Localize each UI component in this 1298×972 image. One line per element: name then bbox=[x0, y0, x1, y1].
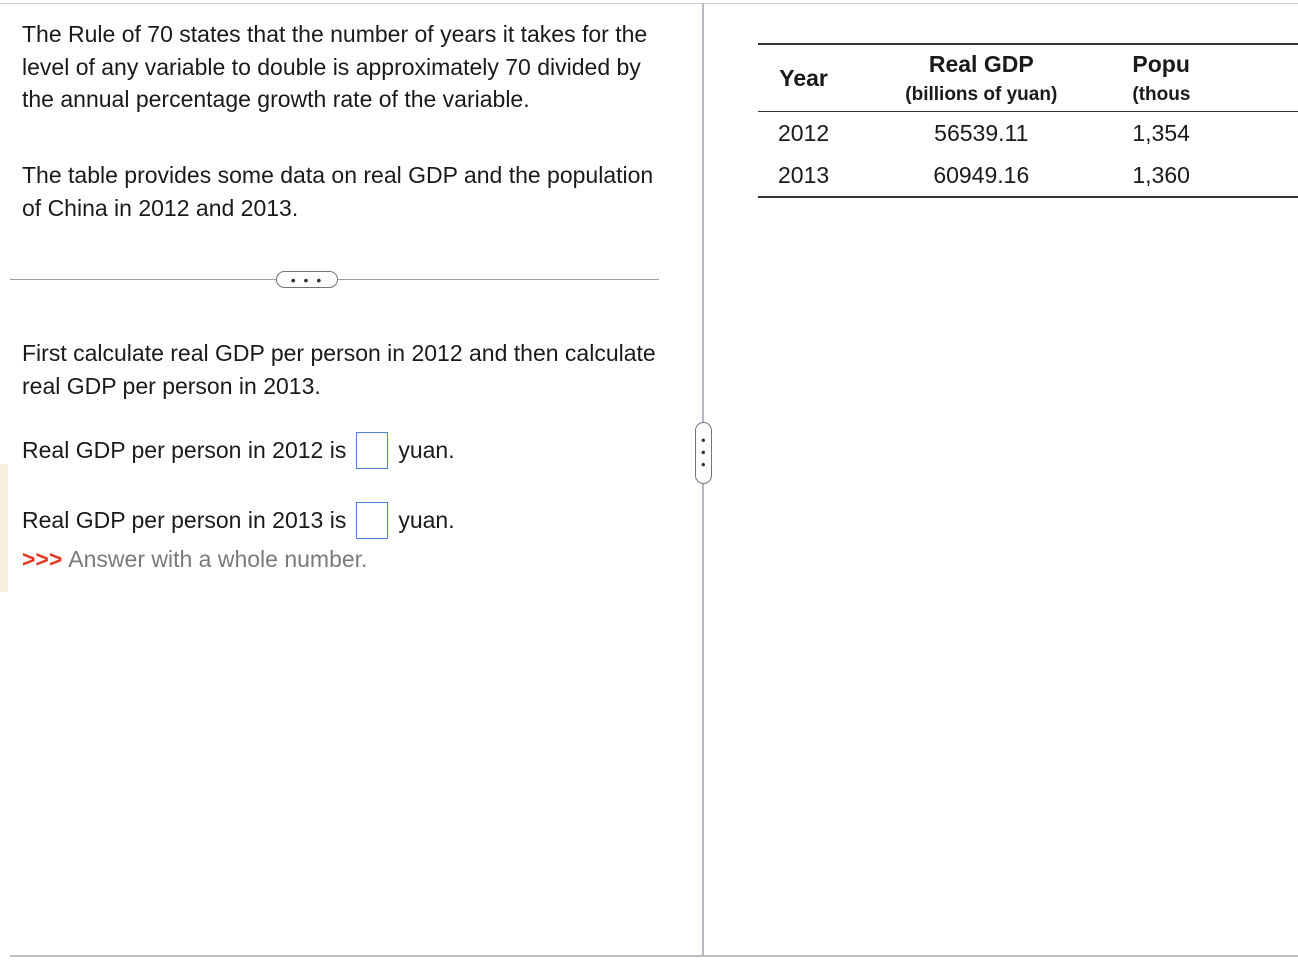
vertical-ellipsis-icon: • • • bbox=[696, 437, 711, 469]
gdp-per-person-2013-input[interactable] bbox=[356, 502, 388, 539]
header-population bbox=[1113, 44, 1298, 112]
instruction-text: First calculate real GDP per person in 2012 and then calculate real GDP per person in 2013. bbox=[22, 340, 656, 399]
cell-population: 1,354 bbox=[1132, 119, 1190, 146]
answer-2013-label: Real GDP per person in 2013 is bbox=[22, 506, 347, 533]
hint-arrows-icon: >>> bbox=[22, 546, 63, 572]
header-year-label: Year bbox=[779, 64, 828, 91]
cell-gdp: 60949.16 bbox=[849, 154, 1113, 197]
table-row bbox=[758, 154, 1298, 197]
gdp-population-table bbox=[758, 43, 1298, 198]
answer-2013-unit: yuan. bbox=[398, 506, 455, 533]
table-row bbox=[758, 112, 1298, 155]
cell-population: 1,360 bbox=[1113, 154, 1298, 197]
answer-row-2012 bbox=[22, 430, 455, 470]
bottom-border bbox=[10, 955, 1298, 957]
header-gdp-label: Real GDP bbox=[928, 50, 1034, 77]
answer-2012-label: Real GDP per person in 2012 is bbox=[22, 436, 347, 463]
cell-gdp: 56539.11 bbox=[934, 119, 1029, 146]
header-pop-unit: (thous bbox=[1132, 83, 1191, 105]
header-gdp-unit: (billions of yuan) bbox=[905, 83, 1058, 105]
header-real-gdp bbox=[849, 44, 1113, 112]
answer-hint bbox=[22, 544, 367, 574]
cell-year: 2012 bbox=[778, 119, 830, 146]
header-year bbox=[758, 44, 849, 112]
ellipsis-icon: • • • bbox=[290, 271, 324, 288]
data-pane bbox=[705, 4, 1298, 955]
table-header-row bbox=[758, 44, 1298, 112]
expand-more-button[interactable] bbox=[276, 271, 338, 288]
hint-text: Answer with a whole number. bbox=[68, 546, 368, 572]
table-intro-text: The table provides some data on real GDP and the population of China in 2012 and 2013. bbox=[22, 162, 654, 221]
header-pop-label: Popu bbox=[1132, 50, 1190, 77]
gdp-per-person-2012-input[interactable] bbox=[356, 432, 388, 469]
rule-of-70-text: The Rule of 70 states that the number of years it takes for the level of any variable to double is approximately 70 divided by the annual percentage growth rate of the variable. bbox=[22, 21, 648, 112]
answer-row-2013 bbox=[22, 500, 455, 540]
cell-year: 2013 bbox=[758, 154, 849, 197]
answer-2012-unit: yuan. bbox=[398, 436, 455, 463]
